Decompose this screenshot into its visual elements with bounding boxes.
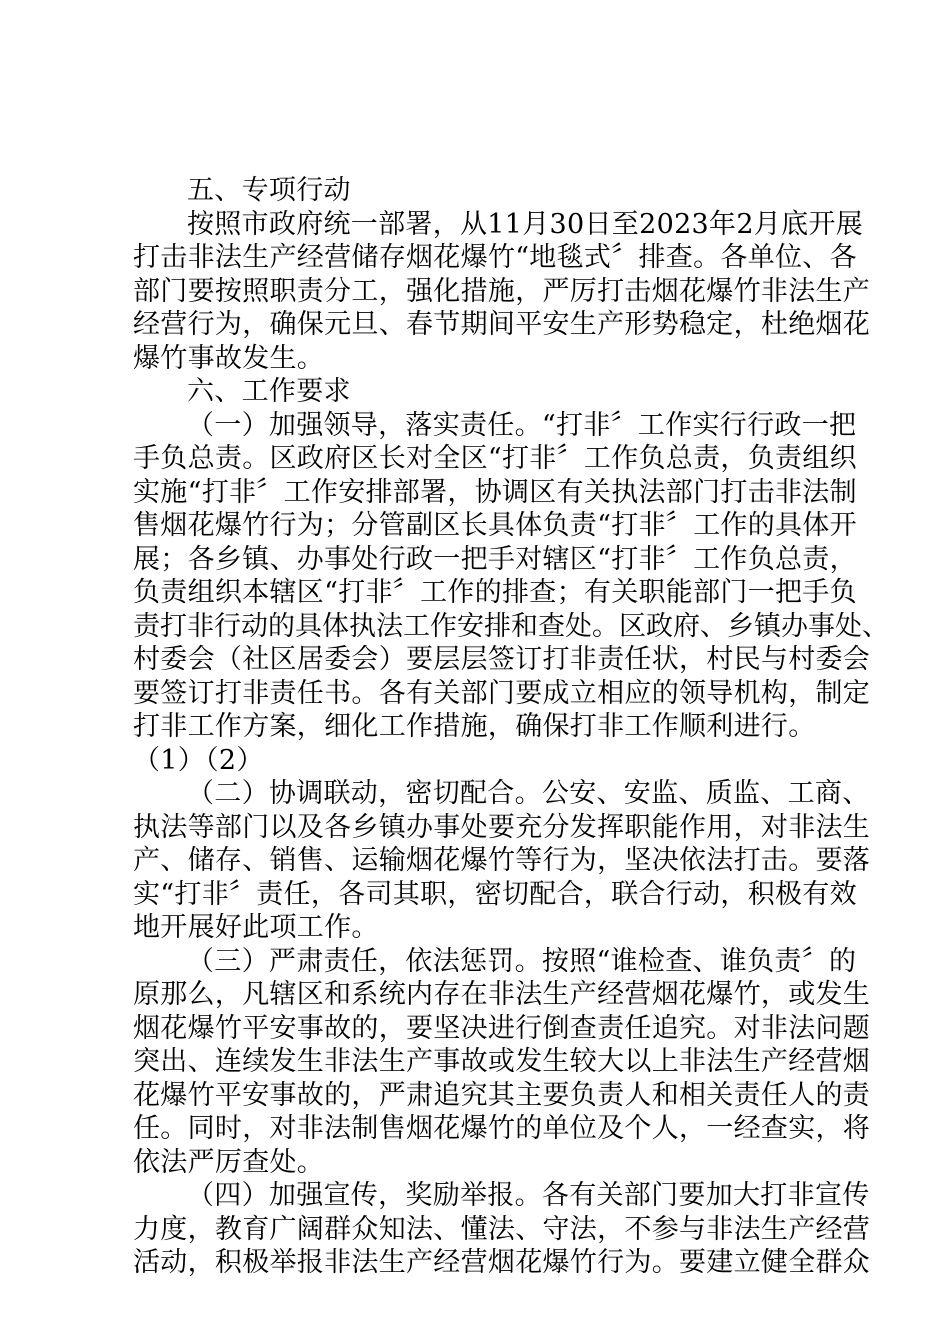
paragraph-line: 活动，积极举报非法生产经营烟花爆竹行为。要建立健全群众 [133,1247,871,1278]
paragraph-line: 力度，教育广阔群众知法、懂法、守法，不参与非法生产经营 [133,1213,871,1245]
paragraph-line: 手负总责。区政府区长对全区“打非〞工作负总责，负责组织 [133,443,857,474]
paragraph-line: 任。同时，对非法制售烟花爆竹的单位及个人，一经查实，将 [133,1113,871,1144]
paragraph-line: 售烟花爆竹行为；分管副区长具体负责“打非〞工作的具体开 [133,510,857,541]
paragraph-line: 要签订打非责任书。各有关部门要成立相应的领导机构，制定 [133,677,871,709]
paragraph-line: 部门要按照职责分工，强化措施，严厉打击烟花爆竹非法生产 [133,275,871,307]
paragraph-line: 经营行为，确保元旦、春节期间平安生产形势稳定，杜绝烟花 [133,309,871,340]
paragraph-line: 展；各乡镇、办事处行政一把手对辖区“打非〞工作负总责， [133,543,857,575]
paragraph-line: （三）严肃责任，依法惩罚。按照“谁检查、谁负责〞的 [187,945,857,977]
paragraph-line: 负责组织本辖区“打非〞工作的排查；有关职能部门一把手负 [133,577,857,608]
paragraph-line: 烟花爆竹平安事故的，要坚决进行倒查责任追究。对非法问题 [133,1012,871,1044]
paragraph-line: 责打非行动的具体执法工作安排和查处。区政府、乡镇办事处、 [133,610,889,642]
paragraph-line: （四）加强宣传，奖励举报。各有关部门要加大打非宣传 [187,1180,870,1211]
paragraph-line: 地开展好此项工作。 [133,912,379,943]
list-markers: （1）（2） [133,744,264,776]
section-heading-5: 五、专项行动 [187,175,351,206]
paragraph-line: 打非工作方案，细化工作措施，确保打非工作顺利进行。 [133,711,816,742]
paragraph-line: 村委会（社区居委会）要层层签订打非责任状，村民与村委会 [133,644,871,675]
document-body [133,174,889,1280]
paragraph-line: 执法等部门以及各乡镇办事处要充分发挥职能作用，对非法生 [133,811,871,843]
paragraph-line: 打击非法生产经营储存烟花爆竹“地毯式〞排查。各单位、各 [133,242,857,273]
paragraph-line: 原那么，凡辖区和系统内存在非法生产经营烟花爆竹，或发生 [133,979,871,1010]
section-heading-6: 六、工作要求 [187,376,351,407]
paragraph-line: 依法严厉查处。 [133,1146,325,1178]
paragraph-line: 按照市政府统一部署，从11月30日至2023年2月底开展 [187,208,864,240]
paragraph-line: 实施“打非〞工作安排部署，协调区有关执法部门打击非法制 [133,476,857,508]
paragraph-line: 爆竹事故发生。 [133,342,325,374]
paragraph-line: 突出、连续发生非法生产事故或发生较大以上非法生产经营烟 [133,1046,871,1077]
paragraph-line: 实“打非〞责任，各司其职，密切配合，联合行动，积极有效 [133,878,857,910]
paragraph-line: （二）协调联动，密切配合。公安、安监、质监、工商、 [187,778,870,809]
paragraph-line: 产、储存、销售、运输烟花爆竹等行为，坚决依法打击。要落 [133,845,871,876]
paragraph-line: （一）加强领导，落实责任。“打非〞工作实行行政一把 [187,409,857,441]
paragraph-line: 花爆竹平安事故的，严肃追究其主要负责人和相关责任人的责 [133,1079,871,1111]
